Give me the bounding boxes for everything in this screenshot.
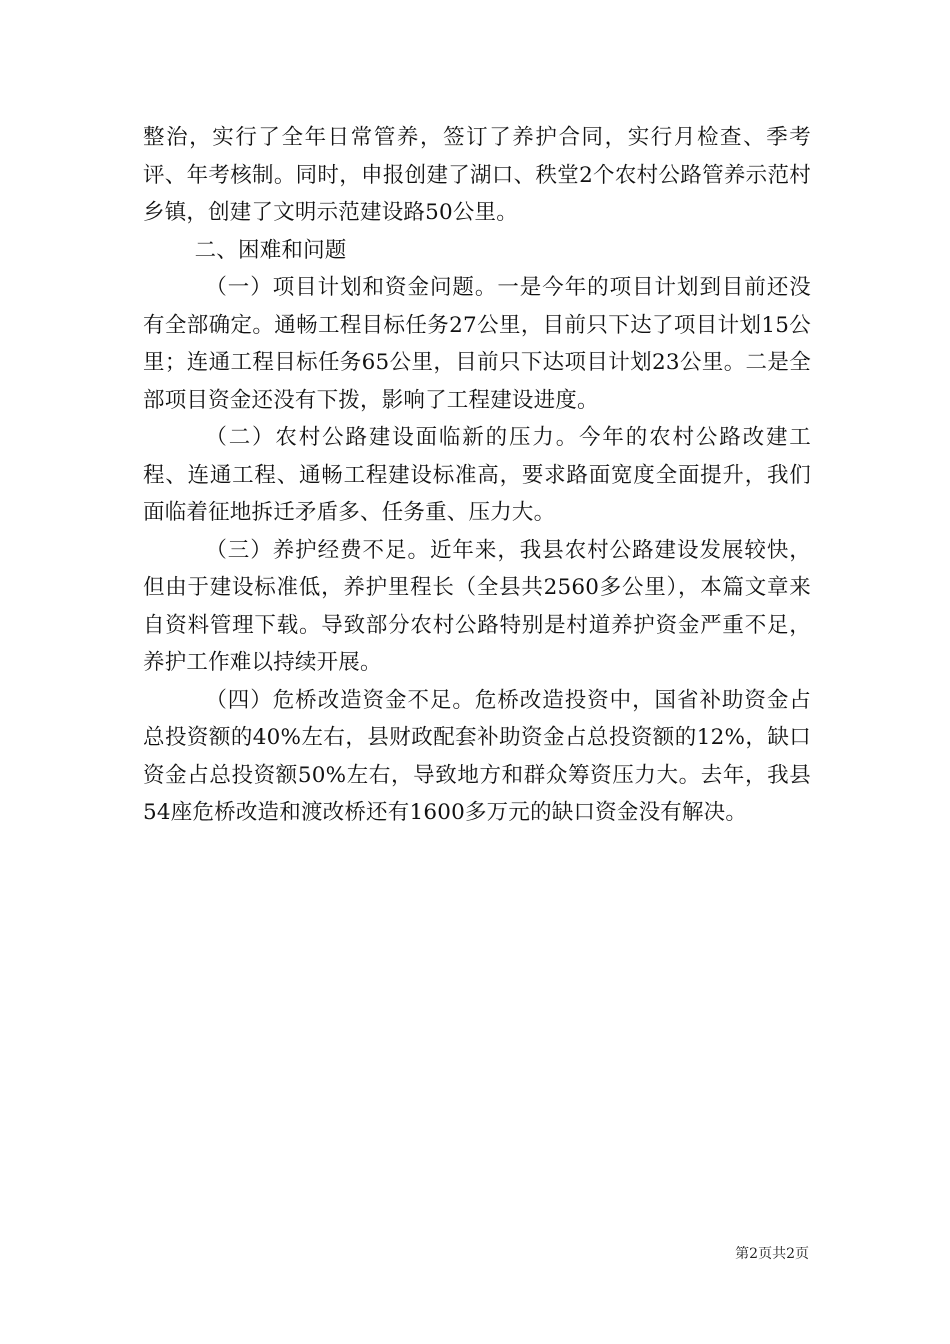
paragraph-item-2: （二）农村公路建设面临新的压力。今年的农村公路改建工程、连通工程、通畅工程建设标准高，要求路面宽度全面提升，我们面临着征地拆迁矛盾多、任务重、压力大。 bbox=[143, 425, 811, 525]
section-heading-difficulties: 二、困难和问题 bbox=[194, 237, 347, 263]
paragraph-item-3: （三）养护经费不足。近年来，我县农村公路建设发展较快，但由于建设标准低，养护里程长（全县共2560多公里），本篇文章来自资料管理下载。导致部分农村公路特别是村道养护资金严重不足，养护工作难以持续开展。 bbox=[143, 537, 811, 675]
document-body bbox=[143, 119, 811, 832]
paragraph-item-1: （一）项目计划和资金问题。一是今年的项目计划到目前还没有全部确定。通畅工程目标任务27公里，目前只下达了项目计划15公里；连通工程目标任务65公里，目前只下达项目计划23公里。二是全部项目资金还没有下拨，影响了工程建设进度。 bbox=[143, 275, 811, 413]
page-number-footer: 第2页共2页 bbox=[735, 1246, 809, 1262]
paragraph-item-4: （四）危桥改造资金不足。危桥改造投资中，国省补助资金占总投资额的40%左右，县财政配套补助资金占总投资额的12%，缺口资金占总投资额50%左右，导致地方和群众筹资压力大。去年，我县54座危桥改造和渡改桥还有1600多万元的缺口资金没有解决。 bbox=[143, 687, 811, 825]
paragraph-continuation: 整治，实行了全年日常管养，签订了养护合同，实行月检查、季考评、年考核制。同时，申报创建了湖口、秩堂2个农村公路管养示范村乡镇，创建了文明示范建设路50公里。 bbox=[143, 125, 811, 225]
